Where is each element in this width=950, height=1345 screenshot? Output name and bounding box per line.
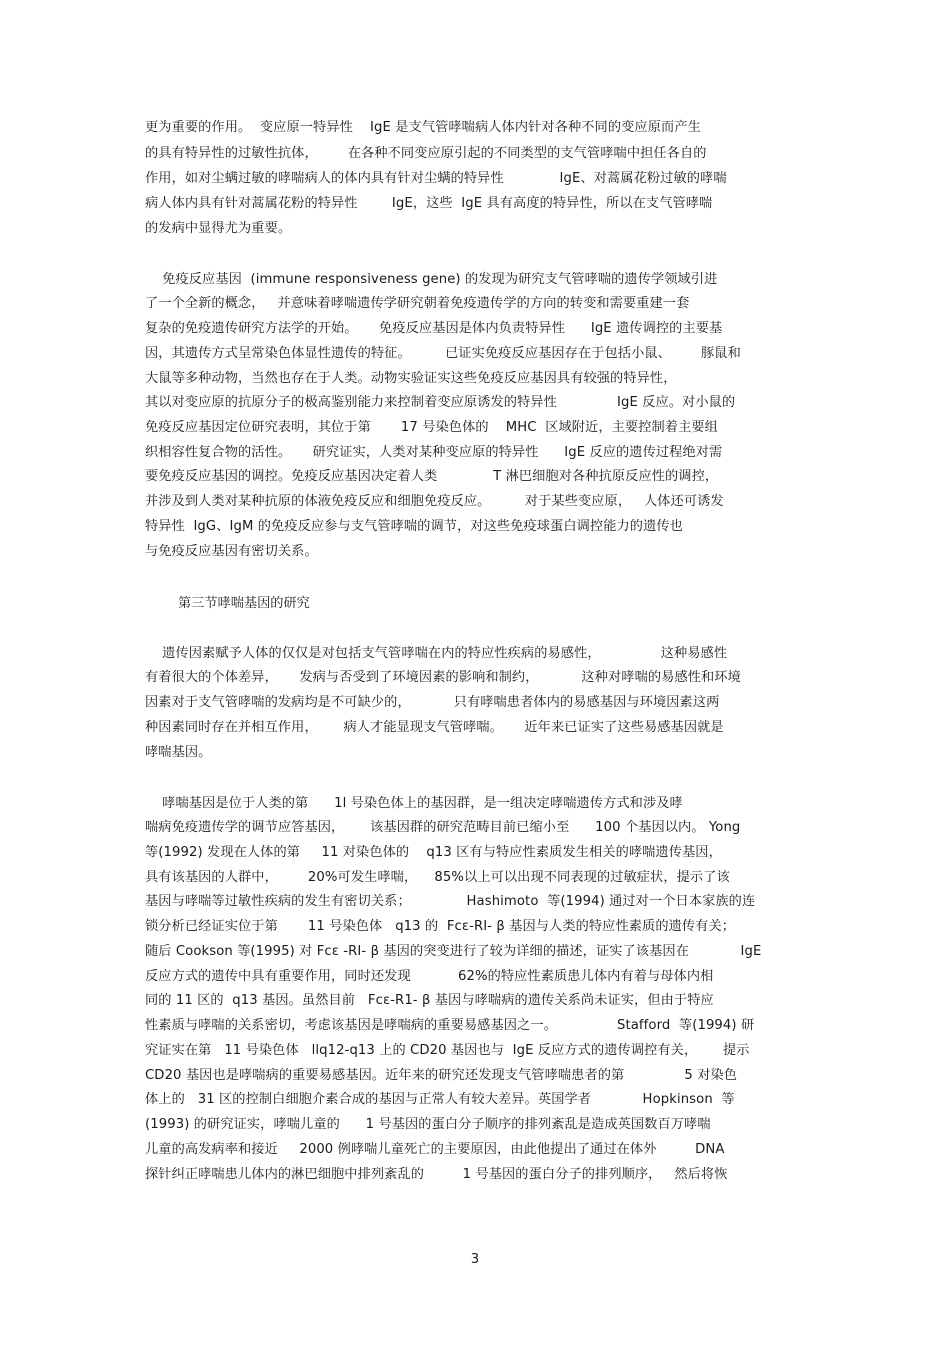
text-line: 大鼠等多种动物，当然也存在于人类。动物实验证实这些免疫反应基因具有较强的特异性， bbox=[145, 371, 677, 386]
text-line: 要免疫反应基因的调控。免疫反应基因决定着人类 T 淋巴细胞对各种抗原反应性的调控， bbox=[145, 469, 719, 484]
text-line: 因素对于支气管哮喘的发病均是不可缺少的， 只有哮喘患者体内的易感基因与环境因素这两 bbox=[145, 695, 720, 710]
text-line: 哮喘基因。 bbox=[145, 745, 212, 760]
text-line: 因，其遗传方式呈常染色体显性遗传的特征。 已证实免疫反应基因存在于包括小鼠、 豚鼠和 bbox=[145, 346, 741, 361]
text-line: 种因素同时存在并相互作用， 病人才能显现支气管哮喘。 近年来已证实了这些易感基因就是 bbox=[145, 720, 724, 735]
text-line: (1993) 的研究证实，哮喘儿童的 1 号基因的蛋白分子顺序的排列紊乱是造成英国数百万哮喘 bbox=[145, 1117, 711, 1132]
text-line: 究证实在第 11 号染色体 llq12-q13 上的 CD20 基因也与 IgE 反应方式的遗传调控有关， 提示 bbox=[145, 1043, 750, 1058]
text-line: 免疫反应基因 (immune responsiveness gene) 的发现为研究支气管哮喘的遗传学领域引进 bbox=[145, 272, 718, 287]
text-line: 性素质与哮喘的关系密切，考虑该基因是哮喘病的重要易感基因之一。 Stafford 等(1994) 研 bbox=[145, 1018, 755, 1033]
text-line: 免疫反应基因定位研究表明，其位于第 17 号染色体的 MHC 区域附近，主要控制着主要组 bbox=[145, 420, 718, 435]
text-line: 同的 11 区的 q13 基因。虽然目前 Fcε-R1- β 基因与哮喘病的遗传关系尚未证实，但由于特应 bbox=[145, 993, 714, 1008]
text-line: 与免疫反应基因有密切关系。 bbox=[145, 544, 318, 559]
section-heading: 第三节哮喘基因的研究 bbox=[178, 596, 310, 611]
text-line: 特异性 IgG、IgM 的免疫反应参与支气管哮喘的调节，对这些免疫球蛋白调控能力的遗传也 bbox=[145, 519, 683, 534]
text-line: 病人体内具有针对蒿属花粉的特异性 IgE，这些 IgE 具有高度的特异性，所以在支气管哮喘 bbox=[145, 196, 713, 211]
text-line: 哮喘基因是位于人类的第 1l 号染色体上的基因群，是一组决定哮喘遗传方式和涉及哮 bbox=[145, 796, 683, 811]
text-line: 基因与哮喘等过敏性疾病的发生有密切关系； Hashimoto 等(1994) 通过对一个日本家族的连 bbox=[145, 894, 756, 909]
text-line: 喘病免疫遗传学的调节应答基因， 该基因群的研究范畴目前已缩小至 100 个基因以内。 Yong bbox=[145, 820, 741, 835]
text-line: 反应方式的遗传中具有重要作用，同时还发现 62%的特应性素质患儿体内有着与母体内相 bbox=[145, 969, 714, 984]
text-line: 织相容性复合物的活性。 研究证实，人类对某种变应原的特异性 IgE 反应的遗传过程绝对需 bbox=[145, 445, 723, 460]
text-line: 其以对变应原的抗原分子的极高鉴别能力来控制着变应原诱发的特异性 IgE 反应。对小鼠的 bbox=[145, 395, 736, 410]
text-line: 作用，如对尘螨过敏的哮喘病人的体内具有针对尘螨的特异性 IgE、对蒿属花粉过敏的哮喘 bbox=[145, 171, 727, 186]
text-line: 具有该基因的人群中， 20%可发生哮喘， 85%以上可以出现不同表现的过敏症状，提示了该 bbox=[145, 870, 730, 885]
text-line: 儿童的高发病率和接近 2000 例哮喘儿童死亡的主要原因，由此他提出了通过在体外 DNA bbox=[145, 1142, 725, 1157]
text-line: 探针纠正哮喘患儿体内的淋巴细胞中排列紊乱的 1 号基因的蛋白分子的排列顺序， 然后将恢 bbox=[145, 1167, 728, 1182]
text-line: CD20 基因也是哮喘病的重要易感基因。近年来的研究还发现支气管哮喘患者的第 5 对染色 bbox=[145, 1068, 738, 1083]
text-line: 随后 Cookson 等(1995) 对 Fcε -RI- β 基因的突变进行了较为详细的描述，证实了该基因在 IgE bbox=[145, 944, 762, 959]
text-line: 锁分析已经证实位于第 11 号染色体 q13 的 Fcε-RI- β 基因与人类的特应性素质的遗传有关； bbox=[145, 919, 736, 934]
text-line: 更为重要的作用。 变应原一特异性 IgE 是支气管哮喘病人体内针对各种不同的变应原而产生 bbox=[145, 120, 701, 135]
text-line: 等(1992) 发现在人体的第 11 对染色体的 q13 区有与特应性素质发生相关的哮喘遗传基因， bbox=[145, 845, 722, 860]
text-line: 并涉及到人类对某种抗原的体液免疫反应和细胞免疫反应。 对于某些变应原， 人体还可诱发 bbox=[145, 494, 724, 509]
text-line: 复杂的免疫遗传研究方法学的开始。 免疫反应基因是体内负责特异性 IgE 遗传调控的主要基 bbox=[145, 321, 723, 336]
text-line: 了一个全新的概念， 并意味着哮喘遗传学研究朝着免疫遗传学的方向的转变和需要重建一套 bbox=[145, 296, 690, 311]
page-number: 3 bbox=[470, 1252, 480, 1267]
text-line: 有着很大的个体差异， 发病与否受到了环境因素的影响和制约， 这种对哮喘的易感性和环境 bbox=[145, 670, 741, 685]
text-line: 的具有特异性的过敏性抗体， 在各种不同变应原引起的不同类型的支气管哮喘中担任各自的 bbox=[145, 146, 707, 161]
text-line: 体上的 31 区的控制白细胞介素合成的基因与正常人有较大差异。英国学者 Hopkinson 等 bbox=[145, 1092, 735, 1107]
text-line: 的发病中显得尤为重要。 bbox=[145, 221, 292, 236]
text-line: 遗传因素赋予人体的仅仅是对包括支气管哮喘在内的特应性疾病的易感性， 这种易感性 bbox=[145, 646, 728, 661]
